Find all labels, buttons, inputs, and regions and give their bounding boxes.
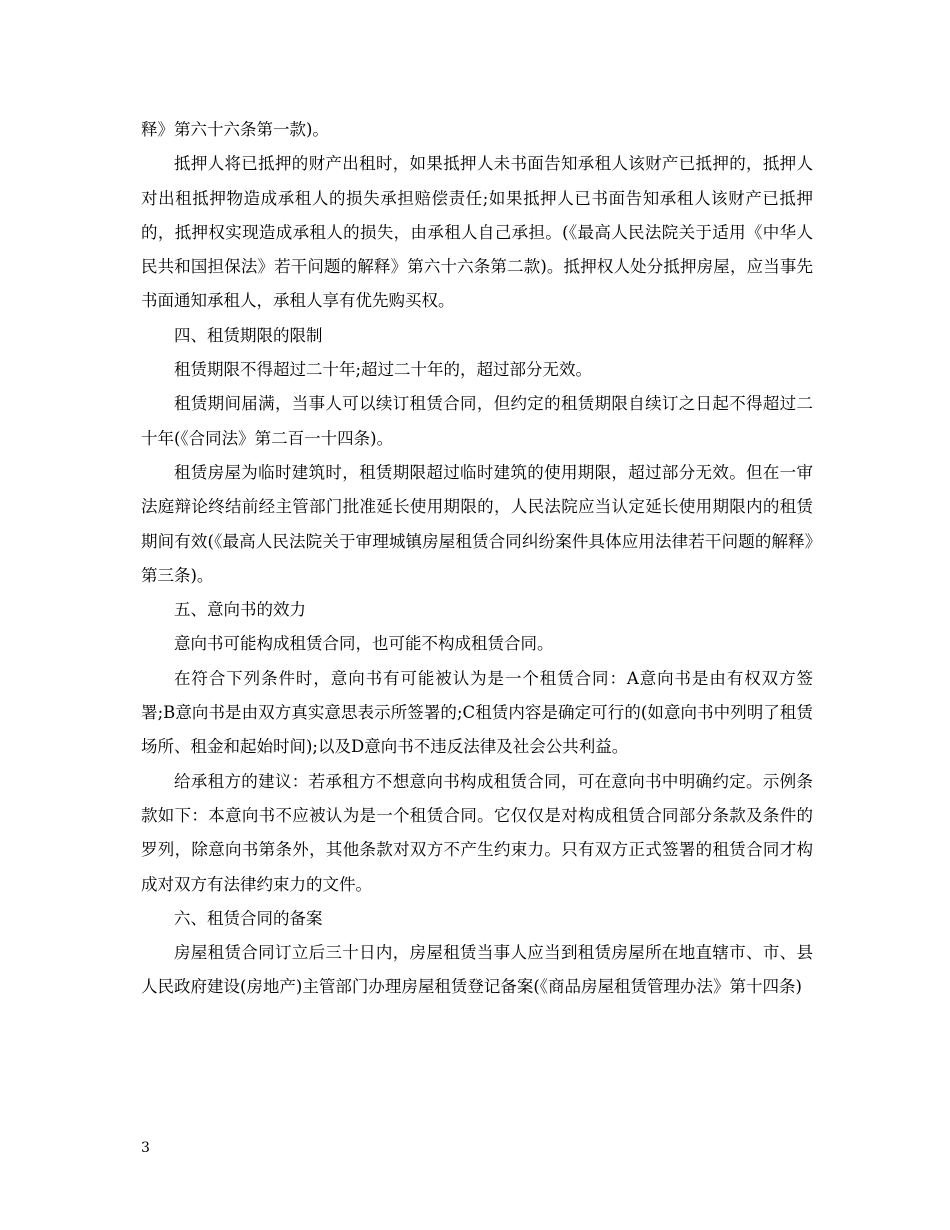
section-heading-4: 四、租赁期限的限制 — [174, 325, 323, 345]
paragraph-2: 抵押人将已抵押的财产出租时，如果抵押人未书面告知承租人该财产已抵押的，抵押人对出租抵押物造成承租人的损失承担赔偿责任;如果抵押人已书面告知承租人该财产已抵押的，抵押权实现造成承租人的损失，由承租人自己承担。(《最高人民法院关于适用《中华人民共和国担保法》若干问题的解释》第六十六条第二款)。抵押权人处分抵押房屋，应当事先书面通知承租人，承租人享有优先购买权。 — [141, 154, 813, 311]
paragraph-7: 在符合下列条件时，意向书有可能被认为是一个租赁合同：A意向书是由有权双方签署;B意向书是由双方真实意思表示所签署的;C租赁内容是确定可行的(如意向书中列明了租赁场所、租金和起始时间);以及D意向书不违反法律及社会公共利益。 — [141, 668, 813, 757]
paragraph-3: 租赁期限不得超过二十年;超过二十年的，超过部分无效。 — [174, 360, 593, 380]
section-heading-6: 六、租赁合同的备案 — [174, 908, 323, 928]
page-number: 3 — [141, 1140, 150, 1156]
paragraph-9: 房屋租赁合同订立后三十日内，房屋租赁当事人应当到租赁房屋所在地直辖市、市、县人民政府建设(房地产)主管部门办理房屋租赁登记备案(《商品房屋租赁管理办法》第十四条) — [141, 943, 813, 997]
document-body — [141, 113, 813, 1005]
paragraph-1: 释》第六十六条第一款)。 — [141, 120, 329, 139]
section-heading-5: 五、意向书的效力 — [174, 600, 306, 620]
paragraph-4: 租赁期间届满，当事人可以续订租赁合同，但约定的租赁期限自续订之日起不得超过二十年(《合同法》第二百一十四条)。 — [141, 394, 813, 448]
paragraph-8: 给承租方的建议：若承租方不想意向书构成租赁合同，可在意向书中明确约定。示例条款如下：本意向书不应被认为是一个租赁合同。它仅仅是对构成租赁合同部分条款及条件的罗列，除意向书第条外，其他条款对双方不产生约束力。只有双方正式签署的租赁合同才构成对双方有法律约束力的文件。 — [141, 771, 813, 894]
paragraph-6: 意向书可能构成租赁合同，也可能不构成租赁合同。 — [174, 634, 554, 654]
paragraph-5: 租赁房屋为临时建筑时，租赁期限超过临时建筑的使用期限，超过部分无效。但在一审法庭辩论终结前经主管部门批准延长使用期限的，人民法院应当认定延长使用期限内的租赁期间有效(《最高人民法院关于审理城镇房屋租赁合同纠纷案件具体应用法律若干问题的解释》第三条)。 — [141, 462, 813, 585]
